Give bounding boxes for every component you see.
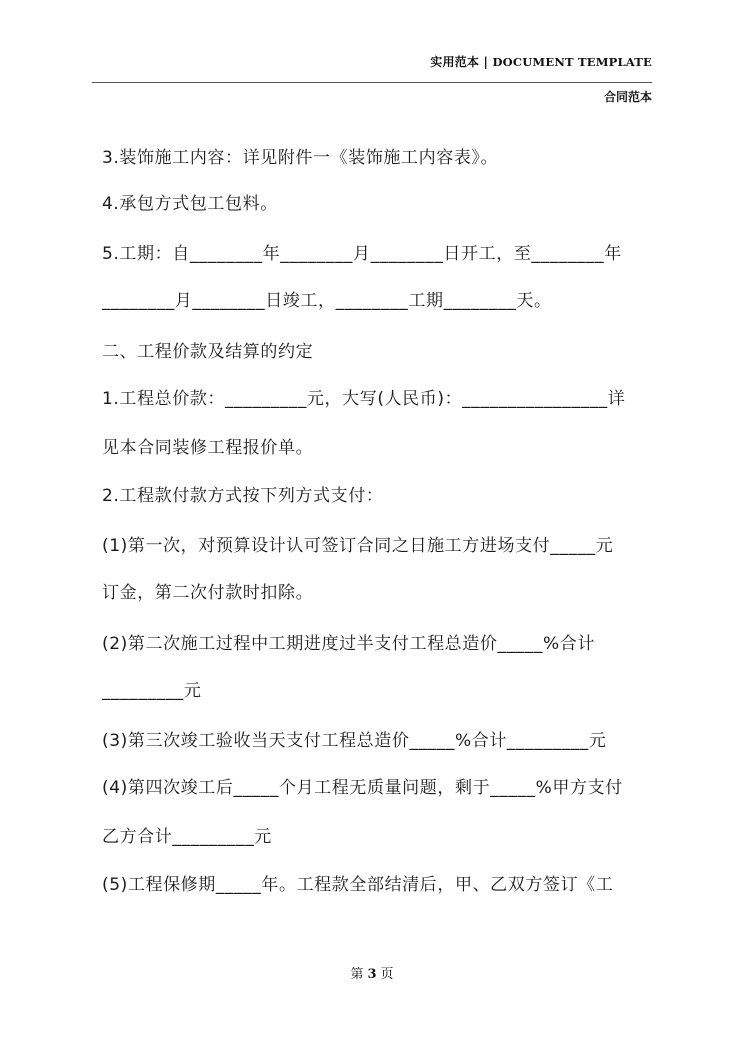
clause-5-duration-line-2: ________月________日竣工，________工期________天。 — [102, 291, 552, 311]
header-title — [430, 53, 652, 70]
clause-1-total-price-line-2: 见本合同装修工程报价单。 — [102, 438, 314, 458]
clause-1-total-price-line-1: 1.工程总价款：_________元，大写(人民币)：________________详 — [102, 389, 626, 409]
header-template-label: DOCUMENT TEMPLATE — [492, 55, 652, 69]
header-category: 实用范本 — [430, 55, 480, 69]
header-doc-type: 合同范本 — [603, 90, 652, 104]
page-number — [0, 963, 744, 982]
clause-5-duration-line-1: 5.工期：自________年________月________日开工，至________年 — [102, 244, 622, 264]
header-separator: | — [479, 55, 493, 69]
payment-1-line-1: (1)第一次，对预算设计认可签订合同之日施工方进场支付_____元 — [102, 536, 614, 556]
clause-4-contract-method: 4.承包方式包工包料。 — [102, 194, 278, 214]
payment-3: (3)第三次竣工验收当天支付工程总造价_____%合计_________元 — [102, 731, 607, 751]
clause-2-payment-method: 2.工程款付款方式按下列方式支付： — [102, 486, 384, 506]
payment-4-line-1: (4)第四次竣工后_____个月工程无质量问题，剩于_____%甲方支付 — [102, 778, 623, 798]
payment-4-line-2: 乙方合计_________元 — [102, 827, 272, 847]
page-number-suffix: 页 — [380, 967, 394, 982]
section-2-heading: 二、工程价款及结算的约定 — [102, 342, 314, 362]
payment-1-line-2: 订金，第二次付款时扣除。 — [102, 583, 314, 603]
header-divider — [92, 82, 652, 83]
clause-3-decoration-content: 3.装饰施工内容：详见附件一《装饰施工内容表》。 — [102, 148, 499, 168]
payment-2-line-2: _________元 — [102, 681, 202, 701]
warranty-line-1: (5)工程保修期_____年。工程款全部结清后，甲、乙双方签订《工 — [102, 875, 614, 895]
page-number-prefix: 第 — [350, 967, 364, 982]
payment-2-line-1: (2)第二次施工过程中工期进度过半支付工程总造价_____%合计 — [102, 634, 595, 654]
page-number-value: 3 — [367, 967, 377, 982]
